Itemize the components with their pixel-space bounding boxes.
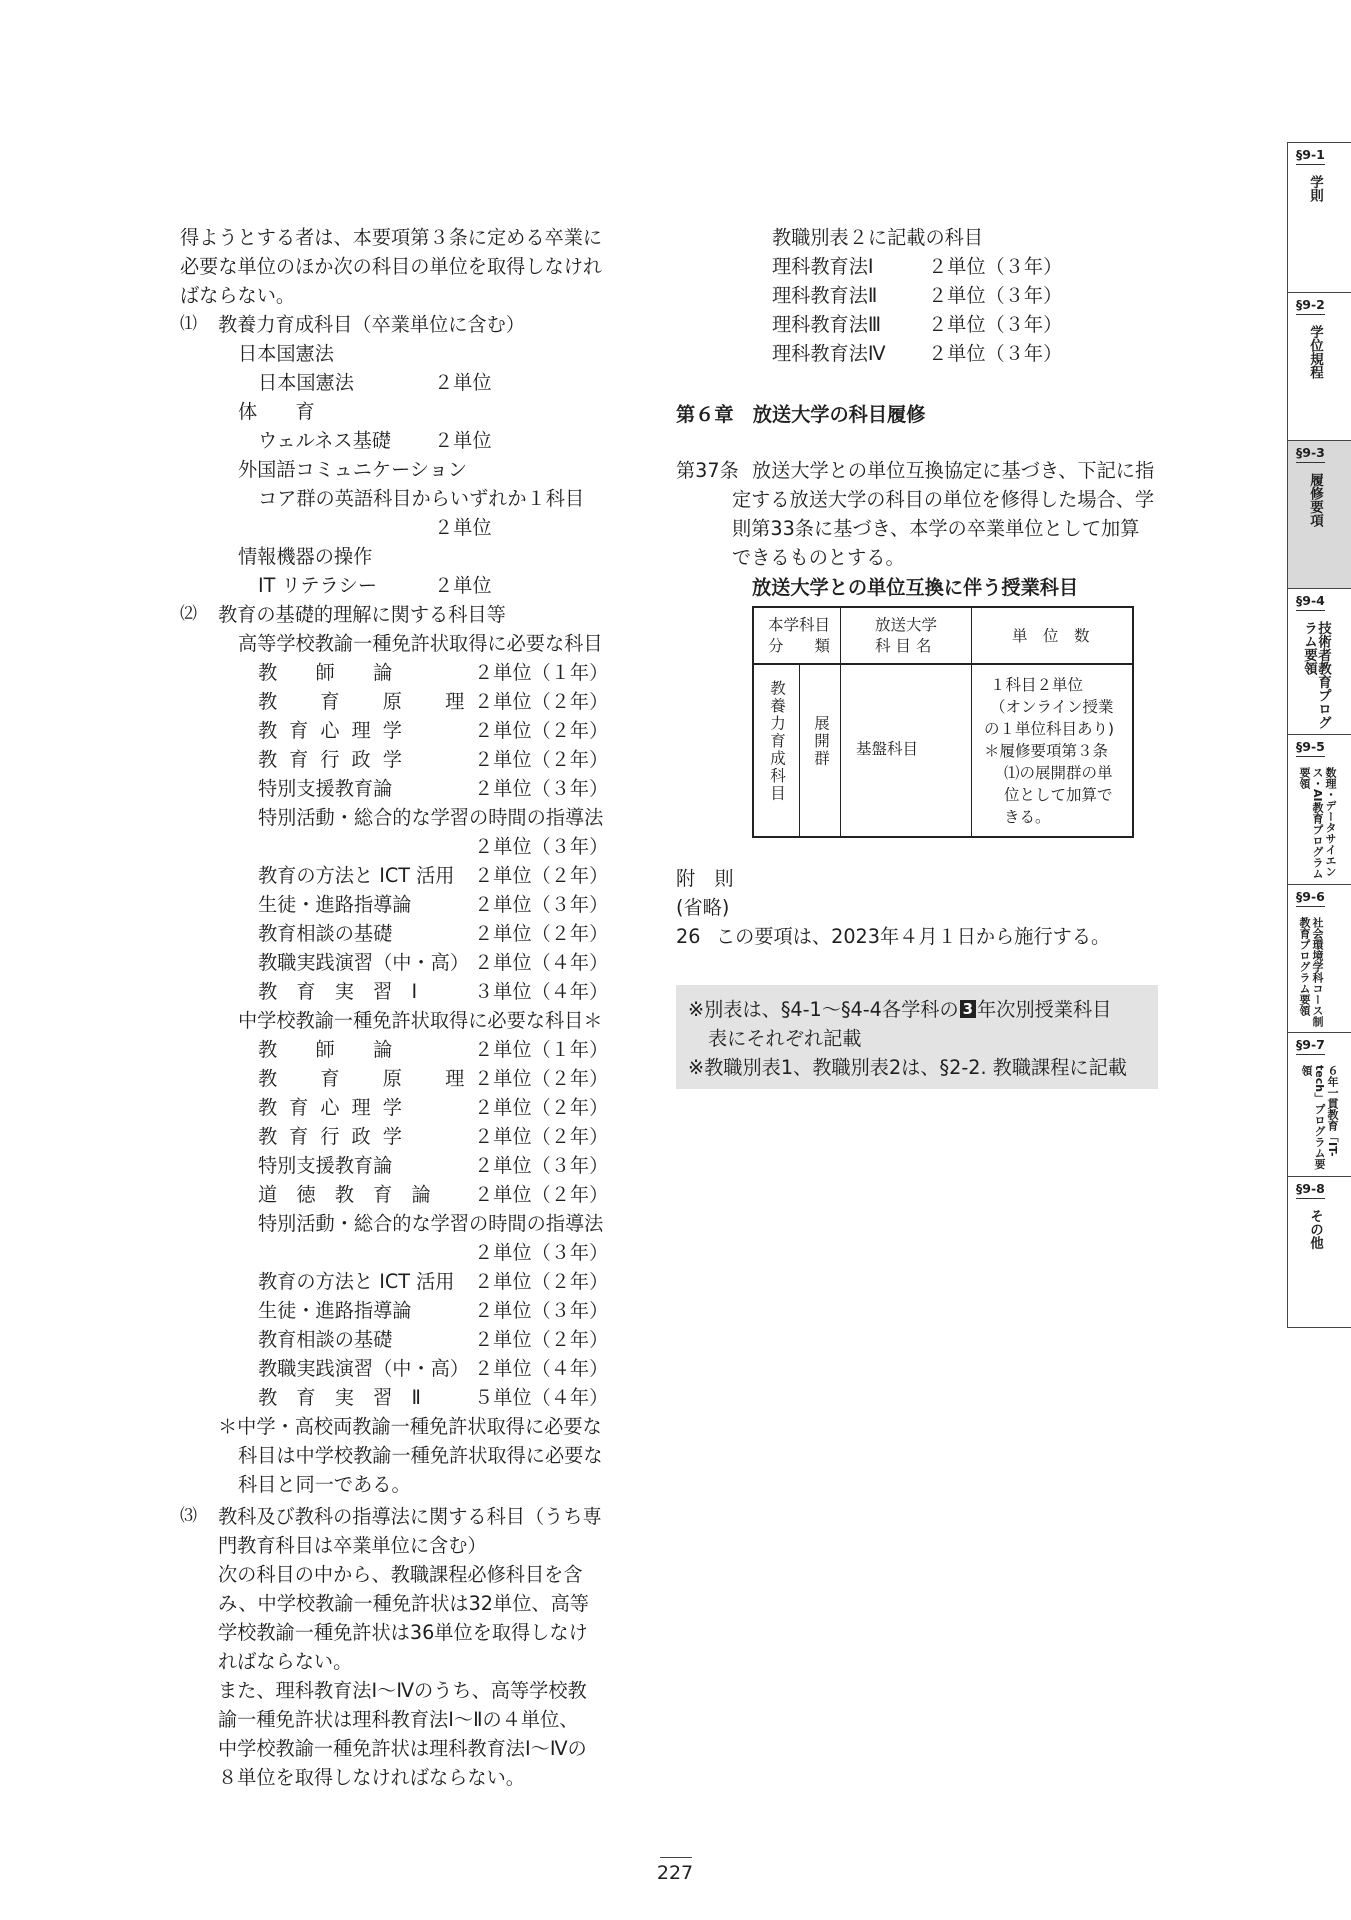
paragraph-line: 中学校教諭一種免許状は理科教育法Ⅰ～Ⅳの [218,1737,587,1760]
paragraph-line: 学校教諭一種免許状は36単位を取得しなけ [218,1621,588,1644]
tab-number: §9-3 [1296,445,1325,460]
paragraph-line: ８単位を取得しなければならない。 [218,1766,525,1789]
high-school-title: 高等学校教諭一種免許状取得に必要な科目 [238,632,603,655]
group-cell: 展開群 [812,715,830,768]
section-3-number: ⑶ [180,1506,197,1526]
course-name: 生徒・進路指導論 [258,1299,412,1322]
course-credit: ２単位（２年） [474,1096,609,1119]
page-number-rule [660,1857,692,1858]
header-cell: 放送大学 [875,616,938,634]
science-name: 理科教育法Ⅲ [772,313,882,336]
grade-box: 3 [960,1000,976,1018]
course-credit: ２単位（３年） [474,1154,609,1177]
tab-9-2[interactable] [1288,292,1351,440]
note-text: 年次別授業科目 [977,998,1112,1021]
header-cell: 分 類 [768,637,831,655]
credit-cell-line: の１単位科目あり) [984,720,1115,738]
course-credit: ２単位（２年） [474,719,609,742]
group-label: 外国語コミュニケーション [238,458,468,481]
group-item: ウェルネス基礎 [258,429,391,452]
tab-9-8[interactable] [1288,1176,1351,1328]
tab-label: その他 [1307,1209,1323,1250]
course-name: 教育行政学 [258,1125,414,1148]
section-2-number: ⑵ [180,604,197,624]
header-cell: 科 目 名 [875,637,932,655]
tab-label: 学位規程 [1307,325,1323,379]
article-line: 定する放送大学の科目の単位を修得した場合、学 [732,488,1155,511]
course-credit: ５単位（４年） [474,1386,609,1409]
middle-school-title: 中学校教諭一種免許状取得に必要な科目＊ [238,1009,603,1032]
note-line: ※教職別表1、教職別表2は、§2-2. 教職課程に記載 [688,1056,1127,1079]
tab-9-3[interactable] [1288,440,1351,588]
course-credit: ２単位（３年） [474,1241,609,1264]
paragraph-line: み、中学校教諭一種免許状は32単位、高等 [218,1592,589,1615]
paragraph-line: また、理科教育法Ⅰ～Ⅳのうち、高等学校教 [218,1679,587,1702]
section-3-title: 教科及び教科の指導法に関する科目（うち専 [218,1505,602,1528]
group-credit: ２単位 [434,371,492,394]
group-label: 体 育 [238,400,315,423]
tab-number: §9-5 [1296,739,1325,754]
course-credit: ２単位（２年） [474,922,609,945]
course-credit: ２単位（２年） [474,690,609,713]
course-name: 教 師 論 [258,1038,393,1061]
course-credit: ２単位（３年） [474,1299,609,1322]
credit-cell-line: ⑴の展開群の単 [1004,764,1113,782]
group-credit: ２単位 [434,516,492,539]
tab-number: §9-1 [1296,147,1325,162]
supplementary-number: 26 [676,925,701,948]
course-credit: ２単位（１年） [474,1038,609,1061]
group-item: 日本国憲法 [258,371,354,394]
supplementary-text: この要項は、2023年４月１日から施行する。 [716,925,1111,948]
note-box [676,985,1158,1089]
article-line: 則第33条に基づき、本学の卒業単位として加算 [732,517,1140,540]
science-name: 理科教育法Ⅱ [772,284,878,307]
science-credit: ２単位（３年） [928,313,1063,336]
course-name: 教育相談の基礎 [258,1328,393,1351]
course-name: 教育行政学 [258,748,414,771]
note-text: ※別表は、§4-1～§4-4各学科の [688,998,959,1021]
section-3-title: 門教育科目は卒業単位に含む） [218,1534,487,1557]
tab-9-1[interactable] [1288,142,1351,292]
course-name: 教 育 原 理 [258,1067,477,1090]
intro-line: 必要な単位のほか次の科目の単位を取得しなけれ [180,255,603,278]
supplementary-title: 附 則 [676,867,734,890]
course-credit: ２単位（２年） [474,748,609,771]
course-name: 教職実践演習（中・高） [258,951,470,974]
credit-cell-line: きる。 [1004,808,1051,826]
tab-label: 技術者教育プログラム要領 [1301,621,1331,729]
course-name: 教育の方法と ICT 活用 [258,864,455,887]
course-credit: ２単位（２年） [474,1067,609,1090]
group-credit: ２単位 [434,429,492,452]
tab-9-4[interactable] [1288,588,1351,734]
paragraph-line: ればならない。 [218,1650,353,1673]
science-name: 理科教育法Ⅳ [772,342,886,365]
science-credit: ２単位（３年） [928,255,1063,278]
group-item: IT リテラシー [258,574,378,597]
tab-number: §9-4 [1296,593,1325,608]
table2-title: 教職別表２に記載の科目 [772,226,984,249]
course-credit: ２単位（３年） [474,777,609,800]
group-label: 情報機器の操作 [238,545,373,568]
course-name: 生徒・進路指導論 [258,893,412,916]
course-name: 教育心理学 [258,719,414,742]
chapter-heading: 第６章 放送大学の科目履修 [676,403,926,426]
page-number: 227 [656,1862,694,1884]
article-line: できるものとする。 [732,546,905,569]
group-credit: ２単位 [434,574,492,597]
course-credit: ３単位（４年） [474,980,609,1003]
course-name: 教 師 論 [258,661,393,684]
tab-number: §9-6 [1296,889,1325,904]
course-name: 道 徳 教 育 論 [258,1183,431,1206]
category-cell: 教養力育成科目 [768,680,786,803]
course-credit: ２単位（４年） [474,951,609,974]
section-2-title: 教育の基礎的理解に関する科目等 [218,603,506,626]
course-name: 教育相談の基礎 [258,922,393,945]
tab-label: 社会環境学科コース制教育プログラム要領 [1298,917,1324,1027]
tab-number: §9-2 [1296,297,1325,312]
course-name: 教 育 原 理 [258,690,477,713]
group-label: 日本国憲法 [238,342,334,365]
tab-9-6[interactable] [1288,884,1351,1032]
subject-cell: 基盤科目 [856,740,919,758]
tab-9-7[interactable] [1288,1032,1351,1176]
credit-cell-line: ＊履修要項第３条 [984,742,1109,760]
course-credit: ２単位（４年） [474,1357,609,1380]
intro-line: 得ようとする者は、本要項第３条に定める卒業に [180,226,603,249]
header-cell: 単 位 数 [1012,627,1090,645]
supplementary-omit: (省略) [676,896,730,919]
science-credit: ２単位（３年） [928,342,1063,365]
course-name: 教職実践演習（中・高） [258,1357,470,1380]
course-credit: ２単位（２年） [474,864,609,887]
section-1-number: ⑴ [180,314,197,334]
credit-cell-line: 位として加算で [1004,786,1113,804]
section-tabs [1287,142,1351,1328]
intro-line: ばならない。 [180,284,296,307]
course-name: 特別活動・総合的な学習の時間の指導法 [258,806,604,829]
tab-label: 履修要項 [1307,473,1323,527]
course-credit: ２単位（２年） [474,1183,609,1206]
course-name: 教 育 実 習 Ⅰ [258,980,418,1003]
note-line [688,995,1111,1024]
paragraph-line: 次の科目の中から、教職課程必修科目を含 [218,1563,583,1586]
tab-number: §9-7 [1296,1037,1325,1052]
note-line: 表にそれぞれ記載 [708,1027,862,1050]
course-credit: ２単位（１年） [474,661,609,684]
course-credit: ２単位（３年） [474,835,609,858]
article-line: 放送大学との単位互換協定に基づき、下記に指 [752,459,1155,482]
tab-number: §9-8 [1296,1181,1325,1196]
paragraph-line: 諭一種免許状は理科教育法Ⅰ～Ⅱの４単位、 [218,1708,579,1731]
course-credit: ２単位（２年） [474,1270,609,1293]
article-label: 第37条 [676,459,739,482]
tab-9-5[interactable] [1288,734,1351,884]
course-name: 特別活動・総合的な学習の時間の指導法 [258,1212,604,1235]
science-credit: ２単位（３年） [928,284,1063,307]
course-name: 特別支援教育論 [258,1154,393,1177]
table-title: 放送大学との単位互換に伴う授業科目 [752,576,1079,599]
course-credit: ２単位（２年） [474,1125,609,1148]
tab-label: 学則 [1307,175,1323,202]
footnote-line: 科目と同一である。 [238,1473,411,1496]
course-name: 教 育 実 習 Ⅱ [258,1386,421,1409]
footnote-line: 科目は中学校教諭一種免許状取得に必要な [238,1444,603,1467]
tab-label: 数理・データサイエンス・AI教育プログラム要領 [1298,767,1337,879]
credit-transfer-table [752,606,1134,838]
course-name: 特別支援教育論 [258,777,393,800]
science-name: 理科教育法Ⅰ [772,255,874,278]
course-credit: ２単位（２年） [474,1328,609,1351]
tab-label: ６年一貫教育「IT-tech」プログラム要領 [1300,1065,1339,1170]
course-name: 教育の方法と ICT 活用 [258,1270,455,1293]
header-cell: 本学科目 [768,616,831,634]
credit-cell-line: （オンライン授業 [990,698,1114,716]
footnote-line: ＊中学・高校両教諭一種免許状取得に必要な [218,1415,602,1438]
group-item: コア群の英語科目からいずれか１科目 [258,487,585,510]
section-1-title: 教養力育成科目（卒業単位に含む） [218,313,525,336]
credit-cell-line: １科目２単位 [990,676,1084,694]
course-name: 教育心理学 [258,1096,414,1119]
course-credit: ２単位（３年） [474,893,609,916]
